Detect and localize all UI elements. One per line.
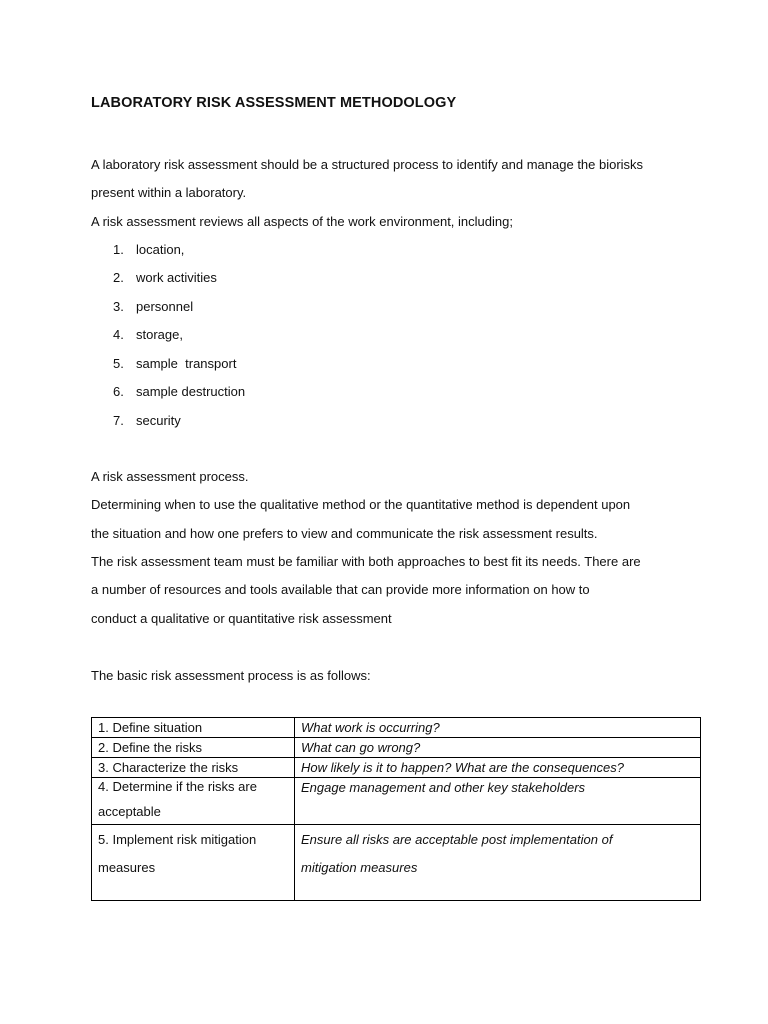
intro-line-1: A laboratory risk assessment should be a structured process to identify and manage the biorisks bbox=[91, 157, 644, 172]
process-heading: A risk assessment process. bbox=[91, 469, 249, 484]
table-cell-step bbox=[92, 825, 295, 901]
question-line-1: Ensure all risks are acceptable post implementation of bbox=[301, 832, 613, 847]
table-cell-step: 2. Define the risks bbox=[92, 738, 295, 758]
table-cell-question bbox=[295, 825, 701, 901]
list-text: work activities bbox=[136, 270, 217, 285]
paragraph-line-3: The risk assessment team must be familiar with both approaches to best fit its needs. There are bbox=[91, 554, 641, 569]
list-number: 1. bbox=[113, 242, 124, 257]
list-text: sample destruction bbox=[136, 384, 246, 399]
list-item bbox=[113, 356, 236, 371]
list-item bbox=[113, 384, 245, 399]
list-text: personnel bbox=[136, 299, 194, 314]
table-row bbox=[92, 778, 701, 825]
table-row bbox=[92, 758, 701, 778]
list-item bbox=[113, 327, 183, 342]
intro-line-3: A risk assessment reviews all aspects of the work environment, including; bbox=[91, 214, 513, 229]
paragraph-line-5: conduct a qualitative or quantitative risk assessment bbox=[91, 611, 392, 626]
step-line-2: measures bbox=[98, 860, 156, 875]
list-text: storage, bbox=[136, 327, 183, 342]
document-title: LABORATORY RISK ASSESSMENT METHODOLOGY bbox=[91, 95, 457, 111]
process-table bbox=[91, 717, 701, 901]
table-cell-question: Engage management and other key stakeholders bbox=[295, 778, 701, 825]
table-cell-question: What work is occurring? bbox=[295, 718, 701, 738]
list-number: 3. bbox=[113, 299, 124, 314]
table-cell-question: How likely is it to happen? What are the consequences? bbox=[295, 758, 701, 778]
list-item bbox=[113, 299, 193, 314]
list-number: 6. bbox=[113, 384, 124, 399]
paragraph-line-1: Determining when to use the qualitative method or the quantitative method is dependent upon bbox=[91, 497, 631, 512]
list-text: sample transport bbox=[136, 356, 237, 371]
table-row bbox=[92, 738, 701, 758]
table-row bbox=[92, 825, 701, 901]
list-item bbox=[113, 242, 184, 257]
list-item bbox=[113, 270, 217, 285]
table-cell-step: 3. Characterize the risks bbox=[92, 758, 295, 778]
intro-line-2: present within a laboratory. bbox=[91, 185, 247, 200]
list-number: 2. bbox=[113, 270, 124, 285]
question-line-2: mitigation measures bbox=[301, 860, 418, 875]
list-item bbox=[113, 413, 181, 428]
basic-process-heading: The basic risk assessment process is as follows: bbox=[91, 668, 371, 683]
list-number: 4. bbox=[113, 327, 124, 342]
list-text: security bbox=[136, 413, 181, 428]
table-row bbox=[92, 718, 701, 738]
table-cell-question: What can go wrong? bbox=[295, 738, 701, 758]
step-line-2: acceptable bbox=[98, 804, 161, 819]
list-text: location, bbox=[136, 242, 185, 257]
paragraph-line-2: the situation and how one prefers to view and communicate the risk assessment results. bbox=[91, 526, 598, 541]
paragraph-line-4: a number of resources and tools available that can provide more information on how to bbox=[91, 582, 590, 597]
step-line-1: 5. Implement risk mitigation bbox=[98, 832, 257, 847]
list-number: 7. bbox=[113, 413, 124, 428]
table-cell-step: 1. Define situation bbox=[92, 718, 295, 738]
table-cell-step bbox=[92, 778, 295, 825]
list-number: 5. bbox=[113, 356, 124, 371]
step-line-1: 4. Determine if the risks are bbox=[98, 779, 257, 794]
